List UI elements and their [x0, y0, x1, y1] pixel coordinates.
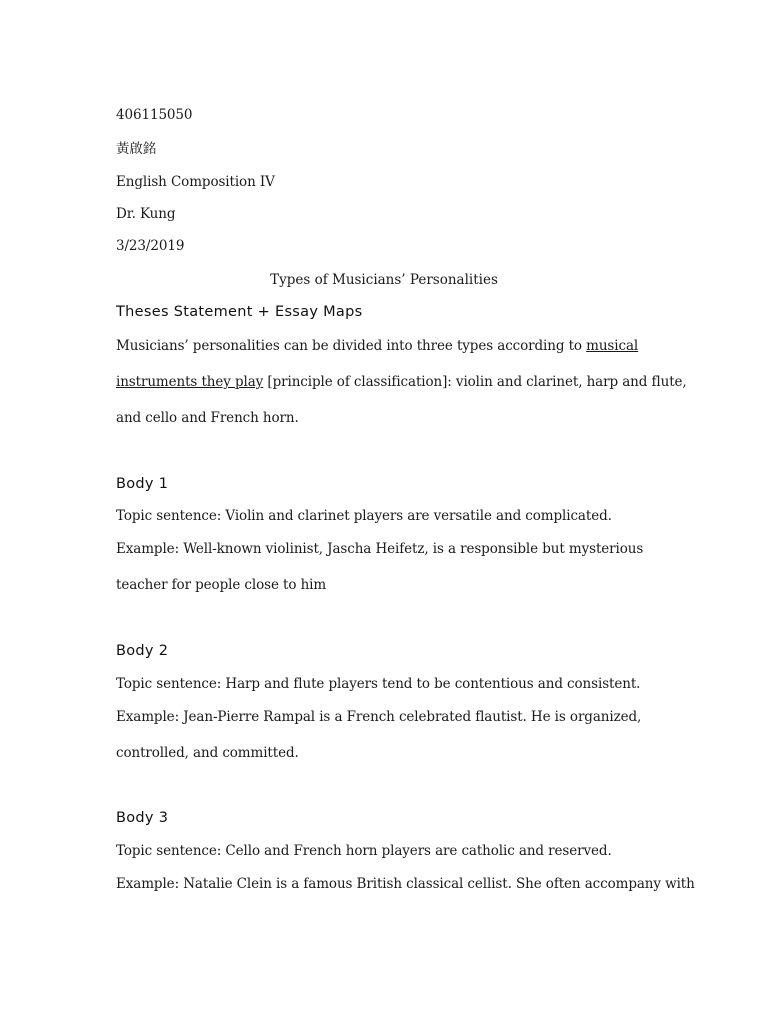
document-date: 3/23/2019	[116, 238, 185, 254]
student-name: 黃啟銘	[116, 141, 157, 157]
body3-heading: Body 3	[116, 810, 169, 826]
body2-example-line-2: controlled, and committed.	[116, 745, 299, 761]
instructor-name: Dr. Kung	[116, 206, 176, 222]
thesis-line-1	[116, 337, 638, 355]
body1-example-line-2: teacher for people close to him	[116, 577, 327, 593]
body1-heading: Body 1	[116, 476, 169, 492]
thesis-line-2	[116, 373, 687, 391]
student-id: 406115050	[116, 107, 193, 123]
body2-example-line-1: Example: Jean-Pierre Rampal is a French celebrated flautist. He is organized,	[116, 709, 642, 725]
body2-heading: Body 2	[116, 643, 169, 659]
thesis-line-3: and cello and French horn.	[116, 410, 299, 426]
thesis-line-1-text: Musicians’ personalities can be divided into three types according to	[116, 338, 587, 354]
body1-example-line-1: Example: Well-known violinist, Jascha Heifetz, is a responsible but mysterious	[116, 541, 644, 557]
document-title: Types of Musicians’ Personalities	[270, 272, 498, 288]
course-name: English Composition IV	[116, 174, 275, 190]
thesis-underlined-2: instruments they play	[116, 374, 264, 390]
thesis-line-2-text: [principle of classification]: violin and clarinet, harp and flute,	[263, 374, 687, 390]
body3-example-line-1: Example: Natalie Clein is a famous British classical cellist. She often accompany with	[116, 876, 695, 892]
body3-topic: Topic sentence: Cello and French horn players are catholic and reserved.	[116, 843, 612, 859]
body2-topic: Topic sentence: Harp and flute players tend to be contentious and consistent.	[116, 676, 641, 692]
thesis-heading: Theses Statement + Essay Maps	[116, 304, 363, 320]
thesis-underlined-1: musical	[586, 338, 639, 354]
body1-topic: Topic sentence: Violin and clarinet players are versatile and complicated.	[116, 508, 612, 524]
